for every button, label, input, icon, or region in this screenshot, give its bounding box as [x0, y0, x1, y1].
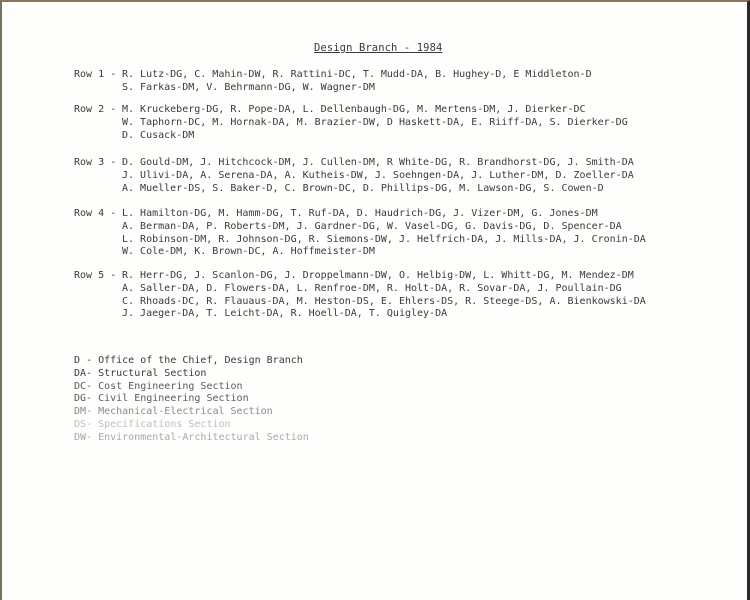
row-label: Row 3 - — [74, 157, 117, 168]
legend-item: DW- Environmental-Architectural Section — [74, 431, 309, 443]
page-title: Design Branch - 1984 — [314, 42, 443, 54]
row-line: R. Lutz-DG, C. Mahin-DW, R. Rattini-DC, T. Mudd-DA, B. Hughey-D, E Middleton-D — [122, 69, 592, 80]
row-label: Row 2 - — [74, 104, 117, 115]
legend-item: DM- Mechanical-Electrical Section — [74, 406, 273, 418]
section-legend — [74, 355, 309, 445]
legend-item: DS- Specifications Section — [74, 418, 231, 430]
legend-item: D - Office of the Chief, Design Branch — [74, 355, 303, 366]
row-line: A. Berman-DA, P. Roberts-DM, J. Gardner-DG, W. Vasel-DG, G. Davis-DG, D. Spencer-DA — [122, 220, 622, 232]
row-label: Row 4 - — [74, 208, 117, 219]
row-label: Row 1 - — [74, 69, 117, 80]
row-line: M. Kruckeberg-DG, R. Pope-DA, L. Dellenbaugh-DG, M. Mertens-DM, J. Dierker-DC — [122, 104, 586, 115]
row-line: W. Cole-DM, K. Brown-DC, A. Hoffmeister-DM — [122, 246, 375, 258]
row-line: L. Robinson-DM, R. Johnson-DG, R. Siemons-DW, J. Helfrich-DA, J. Mills-DA, J. Cronin-DA — [122, 233, 646, 245]
row-line: D. Cusack-DM — [122, 129, 195, 141]
row-label: Row 5 - — [74, 270, 117, 281]
row-line: W. Taphorn-DC, M. Hornak-DA, M. Brazier-DW, D Haskett-DA, E. Riiff-DA, S. Dierker-DG — [122, 116, 628, 128]
row-line: R. Herr-DG, J. Scanlon-DG, J. Droppelmann-DW, O. Helbig-DW, L. Whitt-DG, M. Mendez-DM — [122, 270, 634, 281]
legend-item: DA- Structural Section — [74, 367, 207, 379]
legend-item: DC- Cost Engineering Section — [74, 380, 243, 392]
row-line: S. Farkas-DM, V. Behrmann-DG, W. Wagner-DM — [122, 81, 375, 93]
row-line: C. Rhoads-DC, R. Flauaus-DA, M. Heston-DS, E. Ehlers-DS, R. Steege-DS, A. Bienkowski-DA — [122, 295, 646, 307]
row-line: L. Hamilton-DG, M. Hamm-DG, T. Ruf-DA, D. Haudrich-DG, J. Vizer-DM, G. Jones-DM — [122, 208, 598, 219]
row-line: D. Gould-DM, J. Hitchcock-DM, J. Cullen-DM, R White-DG, R. Brandhorst-DG, J. Smith-DA — [122, 157, 634, 168]
row-line: A. Mueller-DS, S. Baker-D, C. Brown-DC, D. Phillips-DG, M. Lawson-DG, S. Cowen-D — [122, 182, 604, 194]
row-line: A. Saller-DA, D. Flowers-DA, L. Renfroe-DM, R. Holt-DA, R. Sovar-DA, J. Poullain-DG — [122, 282, 622, 294]
row-line: J. Ulivi-DA, A. Serena-DA, A. Kutheis-DW, J. Soehngen-DA, J. Luther-DM, D. Zoeller-DA — [122, 169, 634, 181]
legend-item: DG- Civil Engineering Section — [74, 393, 249, 405]
row-line: J. Jaeger-DA, T. Leicht-DA, R. Hoell-DA, T. Quigley-DA — [122, 308, 448, 320]
